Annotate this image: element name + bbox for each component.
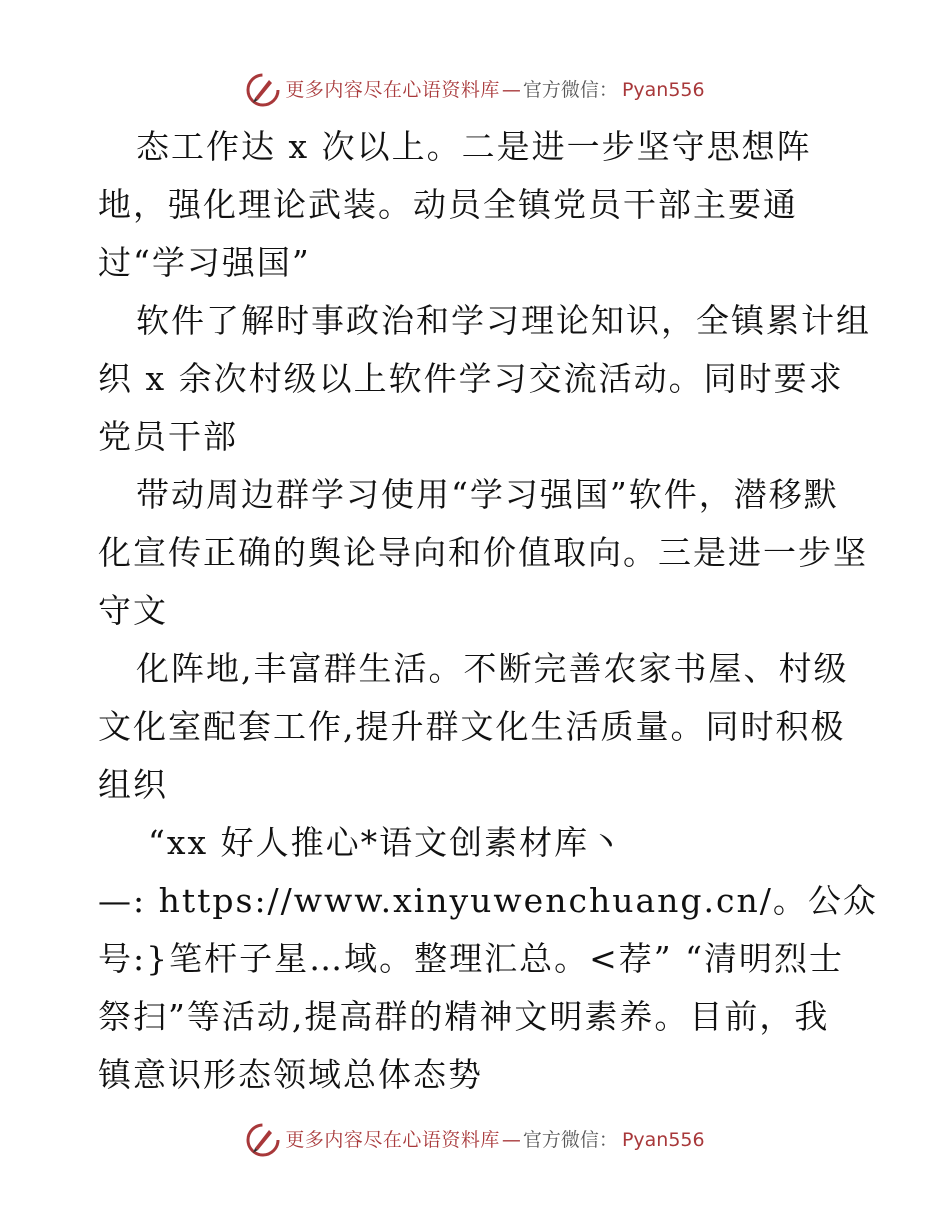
quill-logo-icon — [245, 1122, 281, 1158]
document-body — [98, 118, 878, 1104]
banner-wechat-id: Pyan556 — [621, 1128, 705, 1151]
text-line: 镇意识形态领域总体态势 — [98, 1055, 483, 1094]
text-line: 组织 — [98, 765, 168, 804]
banner-dash: — — [501, 78, 521, 101]
text-line: 过“学习强国” — [98, 243, 311, 282]
text-line: 软件了解时事政治和学习理论知识，全镇累计组 — [136, 301, 871, 340]
paragraph — [98, 292, 871, 466]
text-line: 化宣传正确的舆论导向和价值取向。三是进一步坚 — [98, 533, 868, 572]
paragraph — [98, 814, 878, 1104]
banner-official-label: 官方微信 — [522, 1128, 599, 1151]
footer-banner — [0, 1120, 950, 1160]
text-line: 带动周边群学习使用“学习强国”软件，潜移默 — [136, 475, 839, 514]
text-line: “xx 好人推心*语文创素材库丶 — [148, 823, 625, 862]
banner-colon: ： — [598, 78, 618, 101]
paragraph — [98, 466, 868, 640]
text-line: 党员干部 — [98, 417, 238, 456]
banner-slogan: 更多内容尽在心语资料库 — [285, 78, 500, 101]
banner-slogan: 更多内容尽在心语资料库 — [285, 1128, 500, 1151]
paragraph — [98, 640, 858, 814]
text-line: 化阵地,丰富群生活。不断完善农家书屋、村级 — [136, 649, 849, 688]
text-line: 号:}笔杆子星…域。整理汇总。<荐” “清明烈士 — [98, 939, 844, 978]
header-banner — [0, 70, 950, 110]
quill-logo-icon — [245, 72, 281, 108]
text-line: 态工作达 x 次以上。二是进一步坚守思想阵 — [136, 127, 812, 166]
text-line: 文化室配套工作,提升群文化生活质量。同时积极 — [98, 707, 846, 746]
banner-official-label: 官方微信 — [522, 78, 599, 101]
banner-colon: ： — [598, 1128, 618, 1151]
banner-wechat-id: Pyan556 — [621, 78, 705, 101]
text-line: 织 x 余次村级以上软件学习交流活动。同时要求 — [98, 359, 844, 398]
text-line: —: https://www.xinyuwenchuang.cn/。公众 — [98, 881, 878, 920]
text-line: 祭扫”等活动,提高群的精神文明素养。目前，我 — [98, 997, 830, 1036]
banner-dash: — — [501, 1128, 521, 1151]
text-line: 地，强化理论武装。动员全镇党员干部主要通 — [98, 185, 798, 224]
paragraph — [98, 118, 858, 292]
text-line: 守文 — [98, 591, 168, 630]
